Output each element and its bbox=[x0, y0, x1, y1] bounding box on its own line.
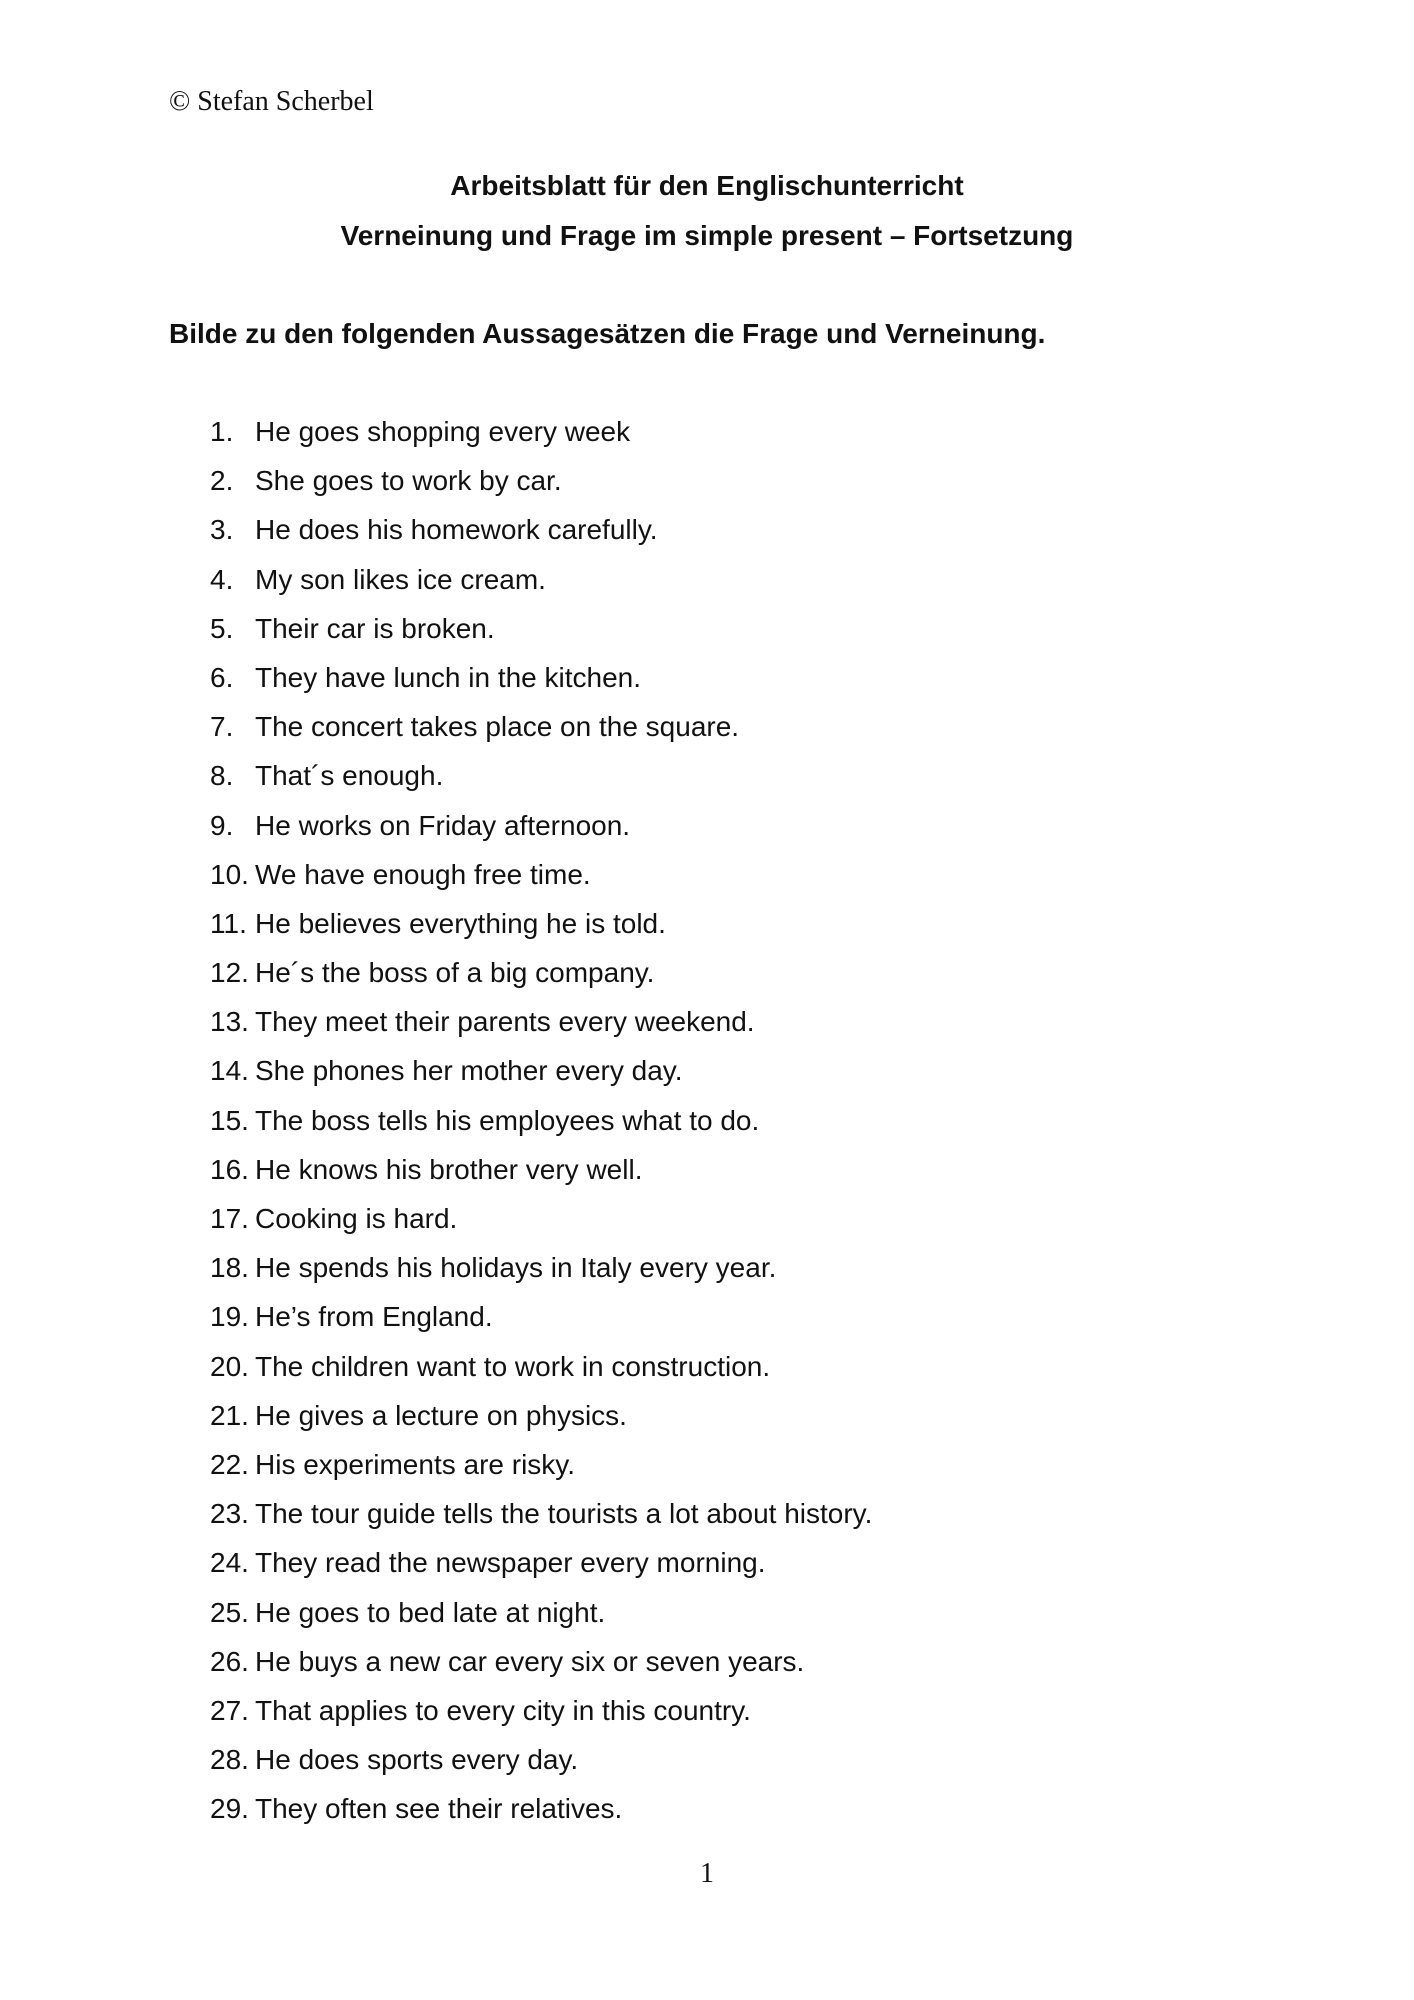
exercise-number: 1. bbox=[210, 416, 234, 447]
exercise-sentence: They have lunch in the kitchen. bbox=[255, 661, 642, 693]
exercise-number: 20. bbox=[210, 1350, 249, 1382]
exercise-sentence: He believes everything he is told. bbox=[255, 907, 666, 939]
exercise-number: 26. bbox=[210, 1645, 249, 1677]
exercise-sentence: He´s the boss of a big company. bbox=[255, 957, 655, 989]
exercise-sentence: The boss tells his employees what to do. bbox=[255, 1104, 760, 1136]
exercise-sentence: She goes to work by car. bbox=[255, 465, 562, 497]
exercise-number: 28. bbox=[210, 1744, 249, 1776]
exercise-sentence: The tour guide tells the tourists a lot about history. bbox=[255, 1498, 873, 1530]
exercise-sentence: She phones her mother every day. bbox=[255, 1055, 683, 1087]
exercise-number: 13. bbox=[210, 1006, 249, 1038]
exercise-sentence: His experiments are risky. bbox=[255, 1448, 576, 1480]
exercise-instruction: Bilde zu den folgenden Aussagesätzen die Frage und Verneinung. bbox=[169, 318, 1046, 349]
exercise-number: 8. bbox=[210, 760, 234, 792]
exercise-sentence: The children want to work in construction. bbox=[255, 1350, 771, 1382]
exercise-number: 7. bbox=[210, 711, 234, 743]
exercise-number: 10. bbox=[210, 858, 249, 890]
exercise-number: 27. bbox=[210, 1694, 249, 1726]
exercise-number: 25. bbox=[210, 1596, 249, 1628]
exercise-sentence: My son likes ice cream. bbox=[255, 563, 546, 595]
exercise-number: 4. bbox=[210, 563, 234, 595]
exercise-sentence: He’s from England. bbox=[255, 1301, 493, 1333]
exercise-number: 6. bbox=[210, 661, 234, 693]
exercise-number: 23. bbox=[210, 1498, 249, 1530]
exercise-number: 16. bbox=[210, 1153, 249, 1185]
exercise-sentence: He does his homework carefully. bbox=[255, 514, 658, 546]
exercise-sentence: Cooking is hard. bbox=[255, 1203, 458, 1234]
exercise-number: 3. bbox=[210, 514, 234, 546]
exercise-number: 5. bbox=[210, 612, 234, 644]
exercise-sentence: They often see their relatives. bbox=[255, 1793, 623, 1825]
exercise-sentence: He works on Friday afternoon. bbox=[255, 809, 631, 841]
exercise-number: 14. bbox=[210, 1055, 249, 1087]
worksheet-subtitle: Verneinung und Frage im simple present – Fortsetzung bbox=[340, 220, 1074, 251]
exercise-number: 18. bbox=[210, 1252, 249, 1284]
exercise-number: 21. bbox=[210, 1399, 249, 1431]
exercise-sentence: He gives a lecture on physics. bbox=[255, 1399, 627, 1431]
exercise-number: 9. bbox=[210, 809, 234, 841]
exercise-sentence: That´s enough. bbox=[255, 760, 444, 792]
exercise-number: 15. bbox=[210, 1104, 249, 1136]
exercise-number: 11. bbox=[210, 907, 247, 939]
exercise-sentence: He goes to bed late at night. bbox=[255, 1596, 606, 1628]
exercise-number: 24. bbox=[210, 1547, 249, 1579]
exercise-sentence: He buys a new car every six or seven years. bbox=[255, 1645, 805, 1677]
exercise-sentence: Their car is broken. bbox=[255, 612, 495, 644]
exercise-number: 2. bbox=[210, 465, 234, 497]
exercise-number: 12. bbox=[210, 957, 249, 989]
exercise-sentence: We have enough free time. bbox=[255, 858, 591, 890]
exercise-number: 22. bbox=[210, 1448, 249, 1480]
exercise-sentence: The concert takes place on the square. bbox=[255, 711, 740, 743]
exercise-sentence: He knows his brother very well. bbox=[255, 1153, 643, 1185]
exercise-number: 19. bbox=[210, 1301, 249, 1333]
worksheet-title: Arbeitsblatt für den Englischunterricht bbox=[450, 170, 964, 201]
exercise-number: 29. bbox=[210, 1793, 249, 1825]
exercise-number: 17. bbox=[210, 1203, 249, 1234]
exercise-sentence: He spends his holidays in Italy every year. bbox=[255, 1252, 777, 1284]
exercise-sentence: That applies to every city in this country. bbox=[255, 1694, 751, 1726]
page-number: 1 bbox=[700, 1858, 714, 1889]
exercise-sentence: They read the newspaper every morning. bbox=[255, 1547, 766, 1579]
copyright-notice: © Stefan Scherbel bbox=[169, 86, 374, 117]
exercise-sentence: He does sports every day. bbox=[255, 1744, 579, 1776]
exercise-sentence: They meet their parents every weekend. bbox=[255, 1006, 755, 1038]
exercise-sentence: He goes shopping every week bbox=[255, 416, 631, 447]
